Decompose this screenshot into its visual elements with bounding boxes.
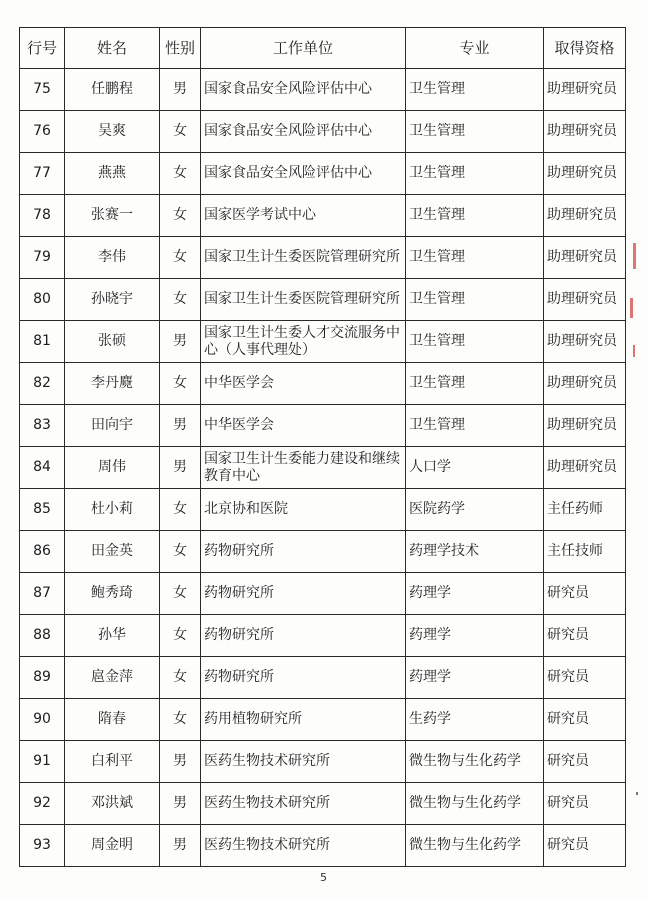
table-header bbox=[20, 28, 626, 69]
red-seal-fragment bbox=[633, 243, 636, 269]
cell-row-number: 76 bbox=[20, 111, 65, 153]
table-row bbox=[20, 321, 626, 363]
cell-major: 人口学 bbox=[406, 447, 544, 489]
cell-gender: 男 bbox=[160, 783, 201, 825]
cell-name: 隋春 bbox=[65, 699, 160, 741]
cell-work-unit: 医药生物技术研究所 bbox=[201, 825, 406, 867]
cell-major: 卫生管理 bbox=[406, 363, 544, 405]
cell-name: 扈金萍 bbox=[65, 657, 160, 699]
header-qualification: 取得资格 bbox=[544, 28, 626, 69]
cell-qualification: 助理研究员 bbox=[544, 321, 626, 363]
cell-work-unit: 药物研究所 bbox=[201, 573, 406, 615]
cell-work-unit: 中华医学会 bbox=[201, 363, 406, 405]
cell-work-unit: 国家卫生计生委人才交流服务中心（人事代理处） bbox=[201, 321, 406, 363]
cell-work-unit: 国家卫生计生委能力建设和继续教育中心 bbox=[201, 447, 406, 489]
table-row bbox=[20, 447, 626, 489]
cell-name: 杜小莉 bbox=[65, 489, 160, 531]
cell-row-number: 93 bbox=[20, 825, 65, 867]
cell-row-number: 85 bbox=[20, 489, 65, 531]
cell-work-unit: 医药生物技术研究所 bbox=[201, 741, 406, 783]
cell-qualification: 研究员 bbox=[544, 615, 626, 657]
table-body bbox=[20, 69, 626, 867]
cell-qualification: 助理研究员 bbox=[544, 363, 626, 405]
cell-work-unit: 国家卫生计生委医院管理研究所 bbox=[201, 237, 406, 279]
cell-qualification: 助理研究员 bbox=[544, 405, 626, 447]
cell-row-number: 79 bbox=[20, 237, 65, 279]
cell-work-unit: 药物研究所 bbox=[201, 531, 406, 573]
cell-major: 药理学 bbox=[406, 615, 544, 657]
header-gender: 性别 bbox=[160, 28, 201, 69]
cell-qualification: 研究员 bbox=[544, 825, 626, 867]
cell-gender: 男 bbox=[160, 405, 201, 447]
cell-row-number: 91 bbox=[20, 741, 65, 783]
cell-gender: 男 bbox=[160, 69, 201, 111]
cell-row-number: 78 bbox=[20, 195, 65, 237]
scan-speck bbox=[636, 792, 638, 795]
cell-qualification: 助理研究员 bbox=[544, 69, 626, 111]
cell-row-number: 80 bbox=[20, 279, 65, 321]
cell-name: 周金明 bbox=[65, 825, 160, 867]
cell-gender: 男 bbox=[160, 825, 201, 867]
cell-work-unit: 北京协和医院 bbox=[201, 489, 406, 531]
cell-qualification: 助理研究员 bbox=[544, 447, 626, 489]
cell-row-number: 87 bbox=[20, 573, 65, 615]
cell-gender: 女 bbox=[160, 573, 201, 615]
table-row bbox=[20, 111, 626, 153]
cell-qualification: 研究员 bbox=[544, 699, 626, 741]
cell-major: 药理学 bbox=[406, 657, 544, 699]
table-row bbox=[20, 573, 626, 615]
red-seal-fragment bbox=[630, 298, 633, 318]
cell-row-number: 83 bbox=[20, 405, 65, 447]
cell-gender: 女 bbox=[160, 699, 201, 741]
header-work-unit: 工作单位 bbox=[201, 28, 406, 69]
cell-row-number: 88 bbox=[20, 615, 65, 657]
cell-gender: 女 bbox=[160, 279, 201, 321]
cell-qualification: 研究员 bbox=[544, 657, 626, 699]
cell-major: 药理学技术 bbox=[406, 531, 544, 573]
cell-major: 卫生管理 bbox=[406, 195, 544, 237]
cell-qualification: 助理研究员 bbox=[544, 237, 626, 279]
table-row bbox=[20, 615, 626, 657]
cell-major: 微生物与生化药学 bbox=[406, 783, 544, 825]
table-row bbox=[20, 195, 626, 237]
cell-qualification: 助理研究员 bbox=[544, 111, 626, 153]
cell-qualification: 研究员 bbox=[544, 783, 626, 825]
cell-name: 李丹麑 bbox=[65, 363, 160, 405]
cell-gender: 女 bbox=[160, 363, 201, 405]
cell-major: 卫生管理 bbox=[406, 405, 544, 447]
cell-gender: 女 bbox=[160, 657, 201, 699]
cell-name: 张赛一 bbox=[65, 195, 160, 237]
cell-major: 卫生管理 bbox=[406, 111, 544, 153]
cell-work-unit: 中华医学会 bbox=[201, 405, 406, 447]
cell-major: 微生物与生化药学 bbox=[406, 741, 544, 783]
cell-gender: 女 bbox=[160, 195, 201, 237]
cell-name: 燕燕 bbox=[65, 153, 160, 195]
cell-work-unit: 国家医学考试中心 bbox=[201, 195, 406, 237]
cell-major: 生药学 bbox=[406, 699, 544, 741]
cell-row-number: 81 bbox=[20, 321, 65, 363]
cell-work-unit: 药用植物研究所 bbox=[201, 699, 406, 741]
cell-major: 卫生管理 bbox=[406, 69, 544, 111]
cell-gender: 女 bbox=[160, 153, 201, 195]
cell-row-number: 77 bbox=[20, 153, 65, 195]
cell-work-unit: 国家食品安全风险评估中心 bbox=[201, 69, 406, 111]
cell-name: 鲍秀琦 bbox=[65, 573, 160, 615]
table-row bbox=[20, 237, 626, 279]
page-number: 5 bbox=[320, 871, 327, 884]
cell-qualification: 主任技师 bbox=[544, 531, 626, 573]
table-row bbox=[20, 741, 626, 783]
cell-qualification: 研究员 bbox=[544, 741, 626, 783]
cell-name: 白利平 bbox=[65, 741, 160, 783]
cell-work-unit: 药物研究所 bbox=[201, 615, 406, 657]
cell-row-number: 92 bbox=[20, 783, 65, 825]
cell-gender: 女 bbox=[160, 489, 201, 531]
table-row bbox=[20, 531, 626, 573]
cell-row-number: 90 bbox=[20, 699, 65, 741]
cell-name: 周伟 bbox=[65, 447, 160, 489]
cell-name: 田向宇 bbox=[65, 405, 160, 447]
cell-gender: 男 bbox=[160, 741, 201, 783]
cell-work-unit: 医药生物技术研究所 bbox=[201, 783, 406, 825]
cell-name: 孙华 bbox=[65, 615, 160, 657]
table-row bbox=[20, 363, 626, 405]
header-row bbox=[20, 28, 626, 69]
cell-major: 卫生管理 bbox=[406, 237, 544, 279]
qualification-table bbox=[19, 27, 626, 867]
cell-name: 田金英 bbox=[65, 531, 160, 573]
table-row bbox=[20, 405, 626, 447]
cell-major: 药理学 bbox=[406, 573, 544, 615]
cell-major: 卫生管理 bbox=[406, 279, 544, 321]
cell-qualification: 助理研究员 bbox=[544, 195, 626, 237]
cell-name: 孙晓宇 bbox=[65, 279, 160, 321]
header-major: 专业 bbox=[406, 28, 544, 69]
cell-row-number: 84 bbox=[20, 447, 65, 489]
cell-gender: 女 bbox=[160, 237, 201, 279]
cell-row-number: 89 bbox=[20, 657, 65, 699]
cell-qualification: 助理研究员 bbox=[544, 153, 626, 195]
cell-qualification: 主任药师 bbox=[544, 489, 626, 531]
table-row bbox=[20, 279, 626, 321]
cell-work-unit: 国家食品安全风险评估中心 bbox=[201, 111, 406, 153]
table-row bbox=[20, 489, 626, 531]
cell-major: 卫生管理 bbox=[406, 321, 544, 363]
table-row bbox=[20, 825, 626, 867]
cell-name: 邓洪斌 bbox=[65, 783, 160, 825]
table-row bbox=[20, 699, 626, 741]
cell-name: 任鹏程 bbox=[65, 69, 160, 111]
table-row bbox=[20, 69, 626, 111]
header-name: 姓名 bbox=[65, 28, 160, 69]
cell-name: 李伟 bbox=[65, 237, 160, 279]
cell-qualification: 助理研究员 bbox=[544, 279, 626, 321]
table-row bbox=[20, 153, 626, 195]
cell-major: 卫生管理 bbox=[406, 153, 544, 195]
cell-row-number: 86 bbox=[20, 531, 65, 573]
cell-row-number: 75 bbox=[20, 69, 65, 111]
cell-name: 吴爽 bbox=[65, 111, 160, 153]
cell-gender: 女 bbox=[160, 531, 201, 573]
cell-gender: 女 bbox=[160, 111, 201, 153]
cell-gender: 男 bbox=[160, 447, 201, 489]
cell-work-unit: 药物研究所 bbox=[201, 657, 406, 699]
red-seal-fragment bbox=[633, 345, 635, 357]
table-row bbox=[20, 783, 626, 825]
cell-major: 微生物与生化药学 bbox=[406, 825, 544, 867]
cell-major: 医院药学 bbox=[406, 489, 544, 531]
cell-name: 张硕 bbox=[65, 321, 160, 363]
cell-gender: 男 bbox=[160, 321, 201, 363]
cell-work-unit: 国家卫生计生委医院管理研究所 bbox=[201, 279, 406, 321]
table-row bbox=[20, 657, 626, 699]
cell-row-number: 82 bbox=[20, 363, 65, 405]
header-row-number: 行号 bbox=[20, 28, 65, 69]
cell-gender: 女 bbox=[160, 615, 201, 657]
cell-work-unit: 国家食品安全风险评估中心 bbox=[201, 153, 406, 195]
cell-qualification: 研究员 bbox=[544, 573, 626, 615]
